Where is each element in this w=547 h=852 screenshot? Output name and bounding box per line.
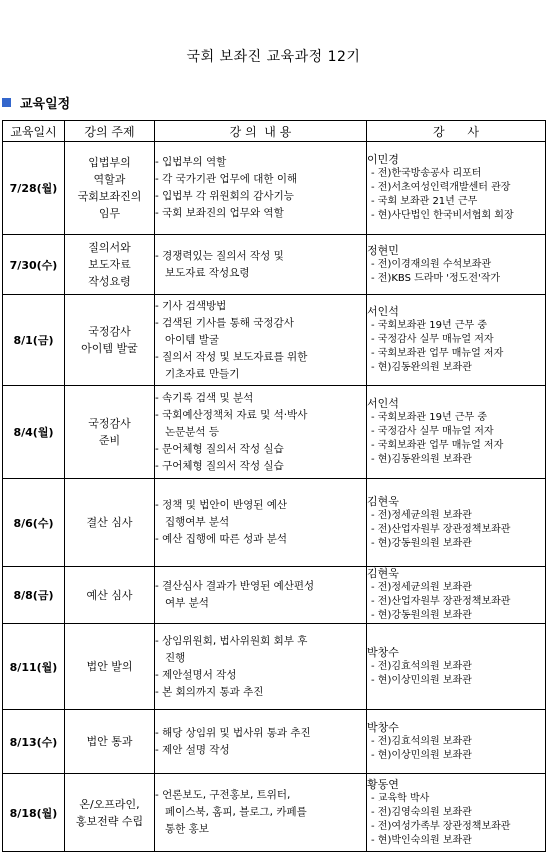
- instructor-name: 서인석: [367, 397, 399, 410]
- content-line: 기초자료 만들기: [165, 367, 240, 380]
- content-line: - 각 국가기관 업무에 대한 이해: [155, 173, 298, 185]
- instructor-cell: [367, 774, 546, 852]
- instructor-name: 김현욱: [367, 567, 399, 580]
- content-cell: [155, 624, 367, 710]
- instructor-bio-line: - 국회보좌관 업무 매뉴얼 저자: [371, 440, 504, 451]
- instructor-cell: [367, 479, 546, 567]
- date-cell: 8/8(금): [3, 567, 65, 624]
- table-row: [3, 235, 546, 295]
- topic-line: 준비: [98, 434, 121, 447]
- table-row: [3, 386, 546, 479]
- topic-line: 입법부의: [88, 156, 131, 169]
- content-line: 아이템 발굴: [165, 333, 220, 346]
- topic-line: 예산 심사: [86, 588, 133, 602]
- topic-line: 결산 심사: [86, 516, 133, 529]
- topic-cell: [65, 479, 155, 567]
- content-line: 통한 홍보: [165, 823, 209, 835]
- instructor-bio-line: - 국정감사 실무 매뉴얼 저자: [371, 334, 494, 345]
- instructor-bio-line: - 현)김동완의원 보좌관: [371, 362, 472, 373]
- instructor-name: 박창수: [367, 720, 399, 734]
- instructor-bio-line: - 전)서초여성인력개발센터 관장: [371, 182, 511, 193]
- content-line: - 제안설명서 작성: [155, 668, 237, 681]
- section-heading: [2, 93, 70, 112]
- table-row: [3, 567, 546, 624]
- instructor-bio-line: - 현)김동완의원 보좌관: [371, 454, 472, 465]
- content-line: - 문어체형 질의서 작성 실습: [155, 442, 284, 455]
- content-line: - 본 회의까지 통과 추진: [155, 685, 264, 698]
- content-line: - 구어체형 질의서 작성 실습: [155, 459, 284, 472]
- content-line: - 언론보도, 구전홍보, 트위터,: [155, 789, 291, 801]
- topic-line: 역할과: [93, 173, 126, 186]
- instructor-bio-line: - 교육학 박사: [371, 792, 430, 804]
- instructor-name: 황동연: [367, 777, 399, 791]
- instructor-bio-line: - 전)정세균의원 보좌관: [371, 509, 472, 521]
- topic-cell: [65, 774, 155, 852]
- content-line: - 제안 설명 작성: [155, 743, 230, 756]
- header-content: 강 의 내 용: [155, 121, 367, 142]
- square-bullet-icon: [2, 98, 11, 107]
- topic-cell: [65, 386, 155, 479]
- instructor-bio-line: - 전)김효석의원 보좌관: [371, 660, 472, 672]
- instructor-bio-line: - 전)김효석의원 보좌관: [371, 735, 472, 747]
- instructor-cell: [367, 710, 546, 774]
- instructor-cell: [367, 142, 546, 235]
- topic-line: 아이템 발굴: [81, 342, 138, 355]
- instructor-bio-line: - 국회보좌관 19년 근무 중: [371, 320, 487, 331]
- instructor-bio-line: - 전)산업자원부 장관정책보좌관: [371, 596, 511, 607]
- table-row: [3, 624, 546, 710]
- table-row: [3, 142, 546, 235]
- instructor-bio-line: - 전)이경재의원 수석보좌관: [371, 258, 492, 270]
- topic-line: 작성요령: [88, 275, 131, 288]
- instructor-name: 김현욱: [367, 494, 399, 508]
- header-instructor: 강 사: [367, 121, 546, 142]
- date-cell: 8/4(월): [3, 386, 65, 479]
- content-cell: [155, 295, 367, 386]
- schedule-table: [2, 120, 546, 852]
- topic-cell: [65, 710, 155, 774]
- instructor-bio-line: - 현)강동원의원 보좌관: [371, 537, 472, 549]
- instructor-bio-line: - 국정감사 실무 매뉴얼 저자: [371, 426, 494, 437]
- header-date: 교육일시: [3, 121, 65, 142]
- table-row: [3, 479, 546, 567]
- content-line: 보도자료 작성요령: [165, 266, 250, 279]
- instructor-bio-line: - 전)산업자원부 장관정책보좌관: [371, 523, 511, 535]
- instructor-bio-line: - 전)KBS 드라마 '정도전'작가: [371, 272, 501, 284]
- instructor-bio-line: - 현)이상민의원 보좌관: [371, 674, 472, 686]
- content-line: 논문분석 등: [165, 425, 220, 438]
- content-line: - 기사 검색방법: [155, 299, 227, 312]
- content-line: - 경쟁력있는 질의서 작성 및: [155, 249, 284, 262]
- date-cell: 8/11(월): [3, 624, 65, 710]
- topic-line: 국정감사: [88, 325, 131, 338]
- content-cell: [155, 710, 367, 774]
- date-cell: 8/6(수): [3, 479, 65, 567]
- topic-cell: [65, 142, 155, 235]
- header-topic: 강의 주제: [65, 121, 155, 142]
- content-line: - 국회 보좌진의 업무와 역할: [155, 207, 284, 219]
- instructor-bio-line: - 국회보좌관 19년 근무 중: [371, 412, 487, 423]
- instructor-bio-line: - 전)정세균의원 보좌관: [371, 582, 472, 593]
- topic-line: 홍보전략 수립: [75, 814, 144, 828]
- content-line: - 속기록 검색 및 분석: [155, 391, 254, 404]
- topic-line: 보도자료: [88, 258, 131, 271]
- section-label: 교육일정: [20, 97, 71, 112]
- content-line: - 검색된 기사를 통해 국정감사: [155, 316, 294, 329]
- instructor-bio-line: - 현)강동원의원 보좌관: [371, 610, 472, 621]
- content-line: - 상임위원회, 법사위원회 회부 후: [155, 634, 308, 647]
- content-cell: [155, 142, 367, 235]
- content-cell: [155, 386, 367, 479]
- instructor-cell: [367, 295, 546, 386]
- content-line: 집행여부 분석: [165, 516, 230, 528]
- content-line: - 예산 집행에 따른 성과 분석: [155, 533, 288, 545]
- topic-cell: [65, 624, 155, 710]
- content-line: - 질의서 작성 및 보도자료를 위한: [155, 350, 308, 363]
- table-row: [3, 295, 546, 386]
- content-cell: [155, 235, 367, 295]
- instructor-bio-line: - 국회보좌관 업무 매뉴얼 저자: [371, 348, 504, 359]
- header-row: [3, 121, 546, 142]
- content-line: - 해당 상임위 및 법사위 통과 추진: [155, 726, 311, 739]
- instructor-name: 박창수: [367, 645, 399, 659]
- instructor-bio-line: - 전)여성가족부 장관정책보좌관: [371, 820, 511, 832]
- instructor-bio-line: - 전)한국방송공사 리포터: [371, 168, 482, 179]
- content-cell: [155, 774, 367, 852]
- instructor-bio-line: - 현)이상민의원 보좌관: [371, 749, 472, 761]
- instructor-bio-line: - 현)박인숙의원 보좌관: [371, 834, 472, 846]
- topic-cell: [65, 567, 155, 624]
- topic-line: 임무: [98, 207, 121, 220]
- instructor-bio-line: - 국회 보좌관 21년 근무: [371, 196, 478, 207]
- date-cell: 8/13(수): [3, 710, 65, 774]
- page-title: 국회 보좌진 교육과정 12기: [186, 49, 361, 65]
- content-line: - 국회예산정책처 자료 및 석·박사: [155, 408, 308, 421]
- date-cell: 8/1(금): [3, 295, 65, 386]
- topic-cell: [65, 295, 155, 386]
- topic-line: 국정감사: [88, 417, 131, 430]
- content-line: 진행: [165, 651, 186, 664]
- content-line: 여부 분석: [165, 597, 209, 609]
- topic-line: 온/오프라인,: [79, 797, 140, 811]
- content-line: - 정책 및 법안이 반영된 예산: [155, 499, 288, 511]
- content-line: - 입법부 각 위원회의 감사기능: [155, 190, 294, 202]
- instructor-cell: [367, 567, 546, 624]
- date-cell: 7/28(월): [3, 142, 65, 235]
- instructor-bio-line: - 전)김영숙의원 보좌관: [371, 806, 472, 818]
- instructor-bio-line: - 현)사단법인 한국비서협회 회장: [371, 210, 514, 221]
- content-cell: [155, 567, 367, 624]
- topic-line: 질의서와: [88, 241, 131, 254]
- content-line: 페이스북, 홈피, 블로그, 카페를: [165, 806, 307, 818]
- instructor-name: 이민경: [367, 153, 399, 166]
- topic-line: 국회보좌진의: [77, 190, 142, 203]
- content-line: - 결산심사 결과가 반영된 예산편성: [155, 580, 315, 592]
- table-row: [3, 774, 546, 852]
- topic-line: 법안 통과: [86, 735, 133, 748]
- content-cell: [155, 479, 367, 567]
- content-line: - 입법부의 역할: [155, 156, 227, 168]
- instructor-name: 서인석: [367, 305, 399, 318]
- instructor-name: 정현민: [367, 243, 399, 257]
- date-cell: 7/30(수): [3, 235, 65, 295]
- instructor-cell: [367, 235, 546, 295]
- topic-cell: [65, 235, 155, 295]
- instructor-cell: [367, 386, 546, 479]
- topic-line: 법안 발의: [86, 660, 133, 673]
- date-cell: 8/18(월): [3, 774, 65, 852]
- table-row: [3, 710, 546, 774]
- instructor-cell: [367, 624, 546, 710]
